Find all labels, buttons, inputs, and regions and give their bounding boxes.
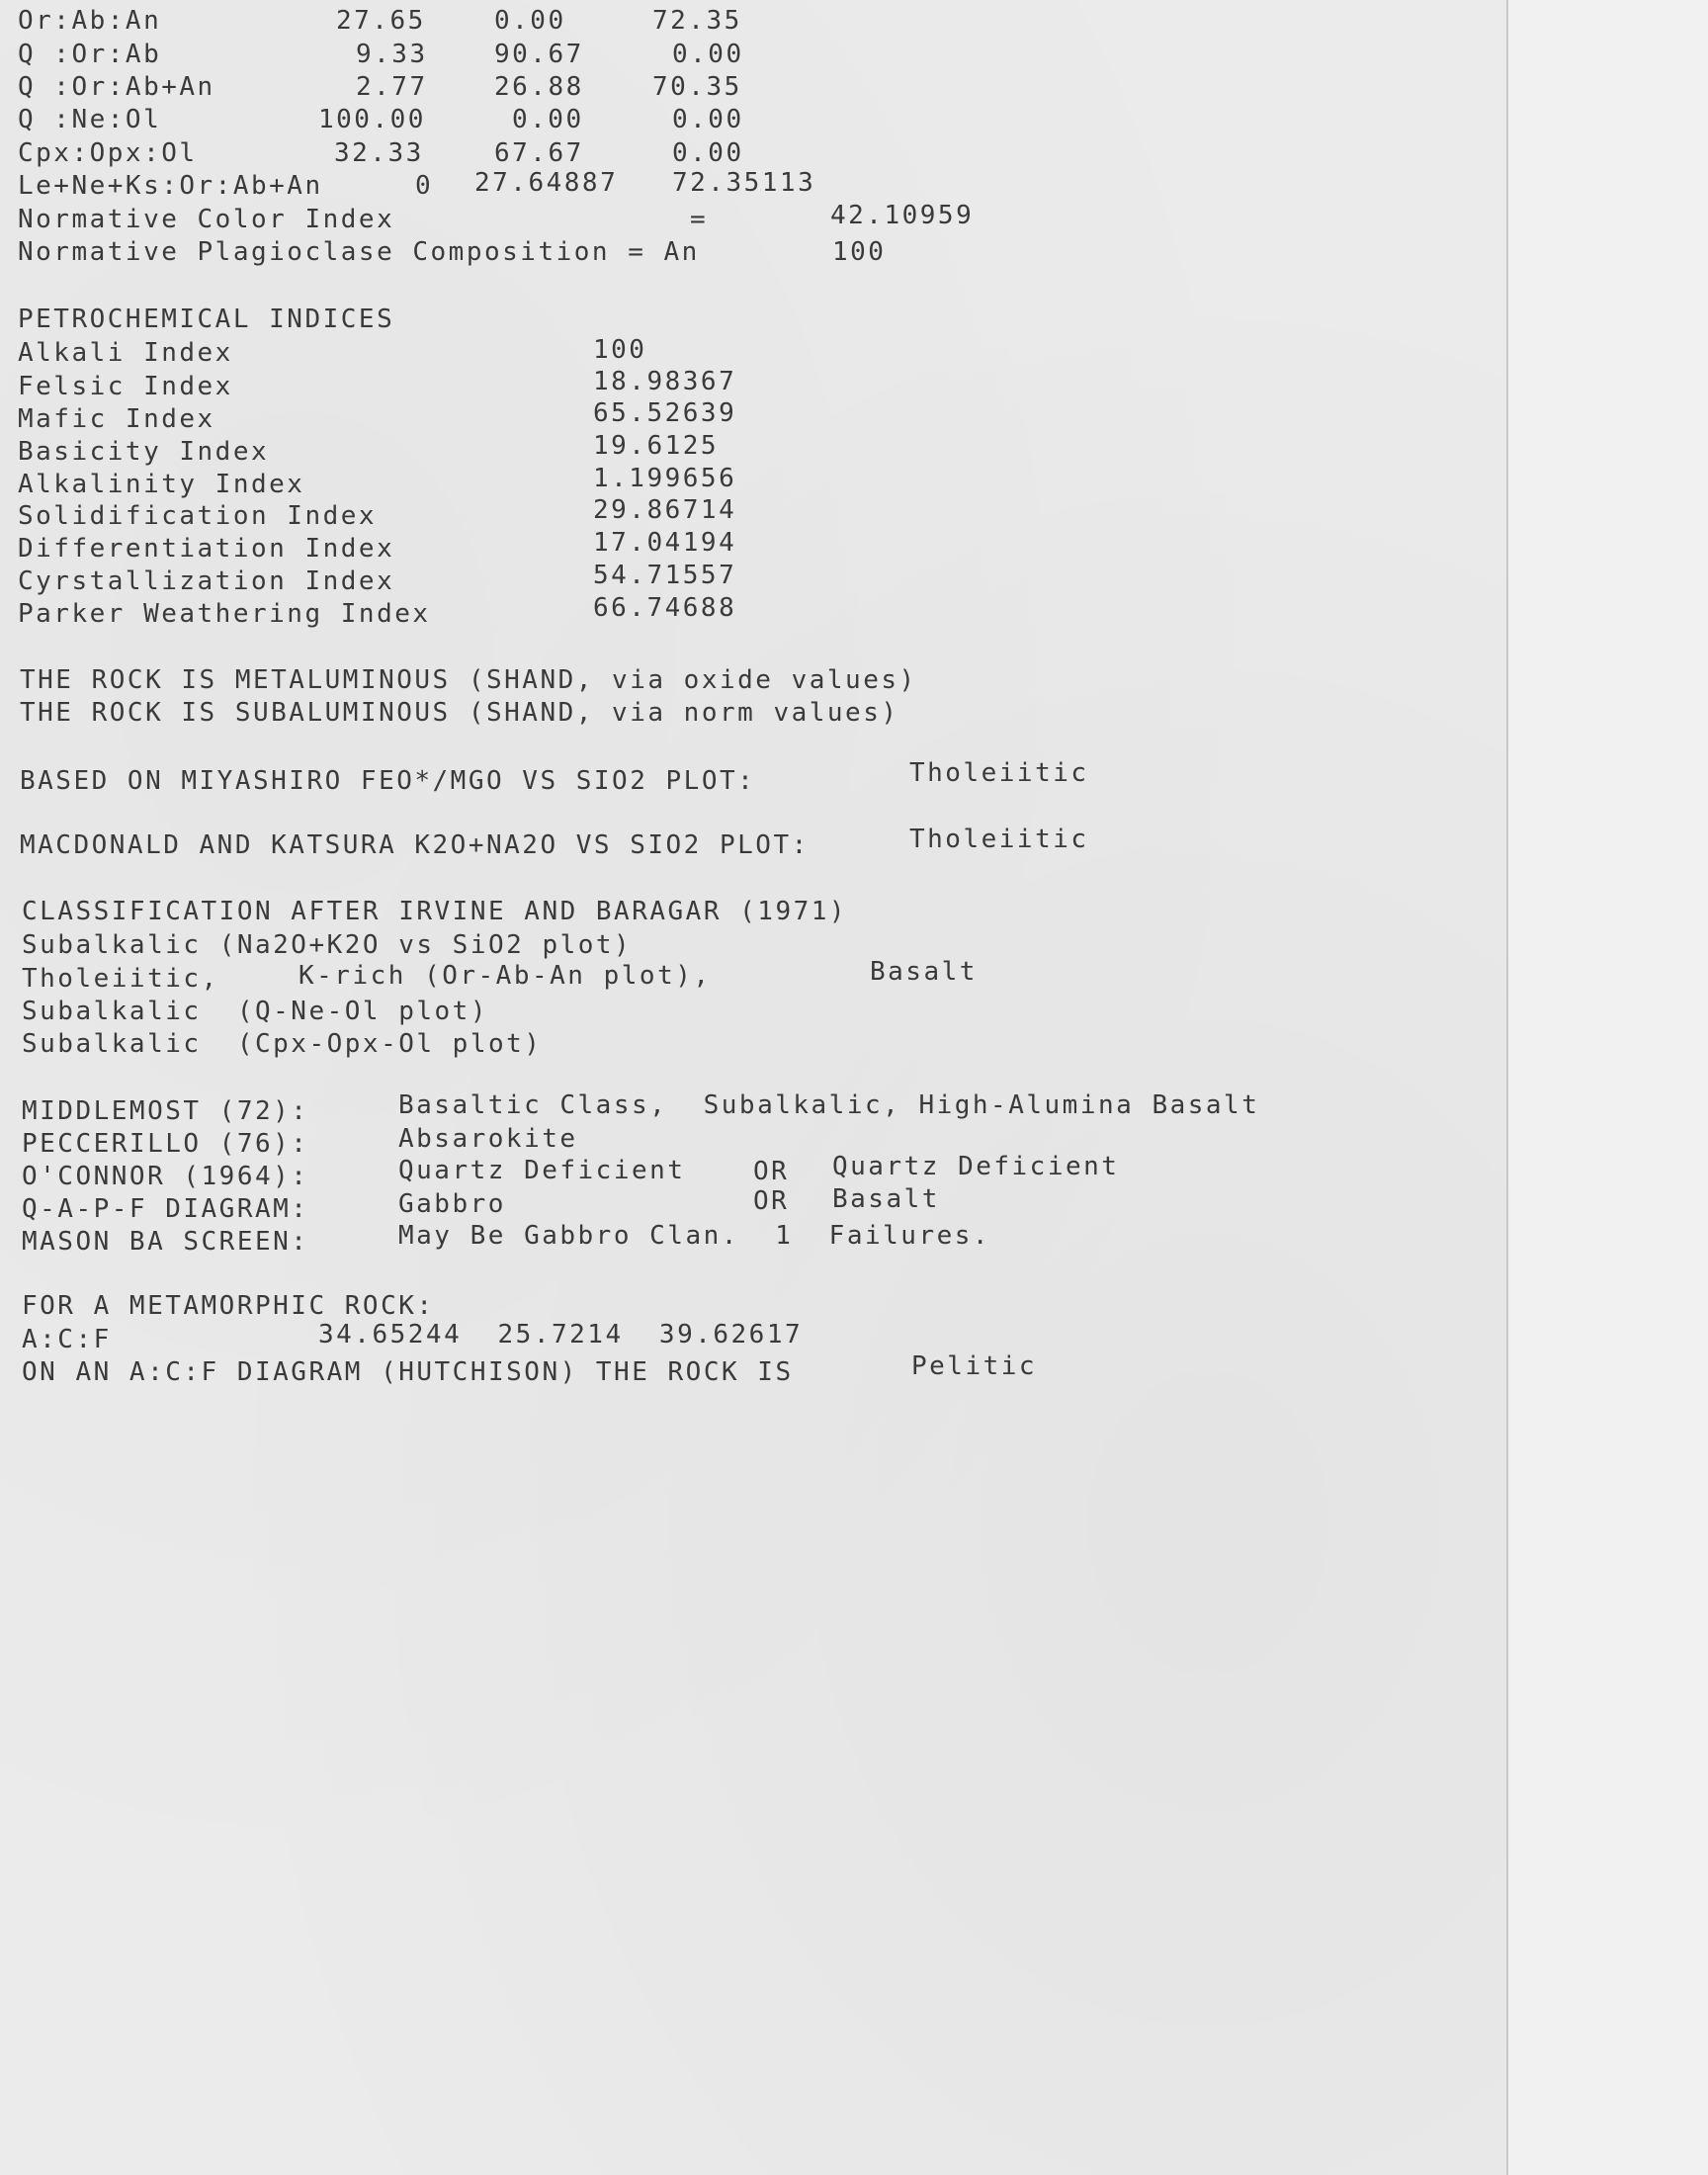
ratio-value: 67.67 <box>494 138 584 168</box>
irvine-line: Subalkalic (Na2O+K2O vs SiO2 plot) <box>22 930 633 960</box>
class-label: O'CONNOR (1964): <box>22 1162 309 1191</box>
ratio-label: Q :Or:Ab+An <box>18 72 215 102</box>
ratio-value: 0.00 <box>672 138 744 168</box>
index-label: Differentiation Index <box>18 534 395 564</box>
index-label: Mafic Index <box>18 404 215 434</box>
acf-values: 34.65244 25.7214 39.62617 <box>318 1320 804 1349</box>
class-or: OR <box>753 1157 790 1186</box>
index-value: 17.04194 <box>593 528 737 558</box>
color-index-equals: = <box>690 205 709 234</box>
ratio-value: 0.00 <box>494 6 566 36</box>
ratio-label: Or:Ab:An <box>18 6 162 36</box>
index-label: Alkalinity Index <box>18 470 305 499</box>
ratio-label: Q :Ne:Ol <box>18 105 162 134</box>
class-value: Gabbro <box>398 1189 506 1219</box>
acf-diagram-line: ON AN A:C:F DIAGRAM (HUTCHISON) THE ROCK IS <box>22 1357 794 1387</box>
ratio-label: Q :Or:Ab <box>18 40 162 69</box>
page-margin <box>1508 0 1708 2175</box>
class-value-alt: Quartz Deficient <box>832 1152 1120 1181</box>
macdonald-label: MACDONALD AND KATSURA K2O+NA2O VS SIO2 PLOT: <box>20 830 810 860</box>
class-value: May Be Gabbro Clan. 1 Failures. <box>398 1221 991 1251</box>
index-label: Felsic Index <box>18 372 233 401</box>
irvine-line: Tholeiitic, <box>22 964 219 994</box>
irvine-heading: CLASSIFICATION AFTER IRVINE AND BARAGAR (1971) <box>22 897 848 926</box>
ratio-value: 72.35 <box>652 6 742 36</box>
index-value: 18.98367 <box>593 367 737 396</box>
index-value: 29.86714 <box>593 495 737 525</box>
class-label: PECCERILLO (76): <box>22 1129 309 1159</box>
ratio-value: 32.33 <box>334 138 424 168</box>
ratio-value: 27.65 <box>336 6 426 36</box>
color-index-label: Normative Color Index <box>18 205 395 234</box>
ratio-value: 0.00 <box>672 40 744 69</box>
class-label: Q-A-P-F DIAGRAM: <box>22 1194 309 1224</box>
ratio-value: 90.67 <box>494 40 584 69</box>
index-value: 54.71557 <box>593 561 737 590</box>
index-value: 100 <box>593 335 647 365</box>
class-or: OR <box>753 1186 790 1216</box>
ratio-value: 26.88 <box>494 72 584 102</box>
macdonald-value: Tholeiitic <box>909 825 1089 854</box>
color-index-value: 42.10959 <box>830 201 975 230</box>
index-label: Cyrstallization Index <box>18 566 395 596</box>
ratio-value: 72.35113 <box>672 168 816 198</box>
ratio-label: Cpx:Opx:Ol <box>18 138 198 168</box>
miyashiro-label: BASED ON MIYASHIRO FEO*/MGO VS SIO2 PLOT: <box>20 766 756 796</box>
ratio-value: 70.35 <box>652 72 742 102</box>
irvine-line: Subalkalic (Q-Ne-Ol plot) <box>22 997 488 1026</box>
class-value: Quartz Deficient <box>398 1156 686 1185</box>
plagioclase-value: 100 <box>832 237 887 267</box>
miyashiro-value: Tholeiitic <box>909 758 1089 788</box>
index-label: Solidification Index <box>18 501 378 531</box>
shand-oxide-line: THE ROCK IS METALUMINOUS (SHAND, via oxide values) <box>20 665 917 695</box>
ratio-value: 0.00 <box>512 105 584 134</box>
irvine-line: Subalkalic (Cpx-Opx-Ol plot) <box>22 1029 543 1059</box>
index-value: 65.52639 <box>593 398 737 428</box>
index-value: 19.6125 <box>593 431 720 461</box>
ratio-value: 2.77 <box>356 72 428 102</box>
index-label: Basicity Index <box>18 437 270 467</box>
class-value: Basaltic Class, Subalkalic, High-Alumina Basalt <box>398 1090 1260 1120</box>
ratio-value: 0 <box>415 171 434 201</box>
ratio-value: 9.33 <box>356 40 428 69</box>
plagioclase-label: Normative Plagioclase Composition = An <box>18 237 700 267</box>
index-value: 1.199656 <box>593 464 737 493</box>
indices-heading: PETROCHEMICAL INDICES <box>18 304 395 334</box>
irvine-line: K-rich (Or-Ab-An plot), <box>299 961 712 991</box>
acf-label: A:C:F <box>22 1325 112 1354</box>
class-label: MASON BA SCREEN: <box>22 1227 309 1257</box>
class-value: Absarokite <box>398 1124 578 1154</box>
index-label: Parker Weathering Index <box>18 599 431 629</box>
irvine-rock-name: Basalt <box>870 957 978 987</box>
metamorphic-heading: FOR A METAMORPHIC ROCK: <box>22 1291 435 1321</box>
ratio-value: 27.64887 <box>474 168 619 198</box>
acf-diagram-value: Pelitic <box>911 1351 1038 1381</box>
shand-norm-line: THE ROCK IS SUBALUMINOUS (SHAND, via norm values) <box>20 698 899 728</box>
ratio-value: 0.00 <box>672 105 744 134</box>
index-label: Alkali Index <box>18 338 233 368</box>
class-label: MIDDLEMOST (72): <box>22 1096 309 1126</box>
class-value-alt: Basalt <box>832 1184 940 1214</box>
ratio-label: Le+Ne+Ks:Or:Ab+An <box>18 171 323 201</box>
ratio-value: 100.00 <box>318 105 426 134</box>
index-value: 66.74688 <box>593 593 737 623</box>
